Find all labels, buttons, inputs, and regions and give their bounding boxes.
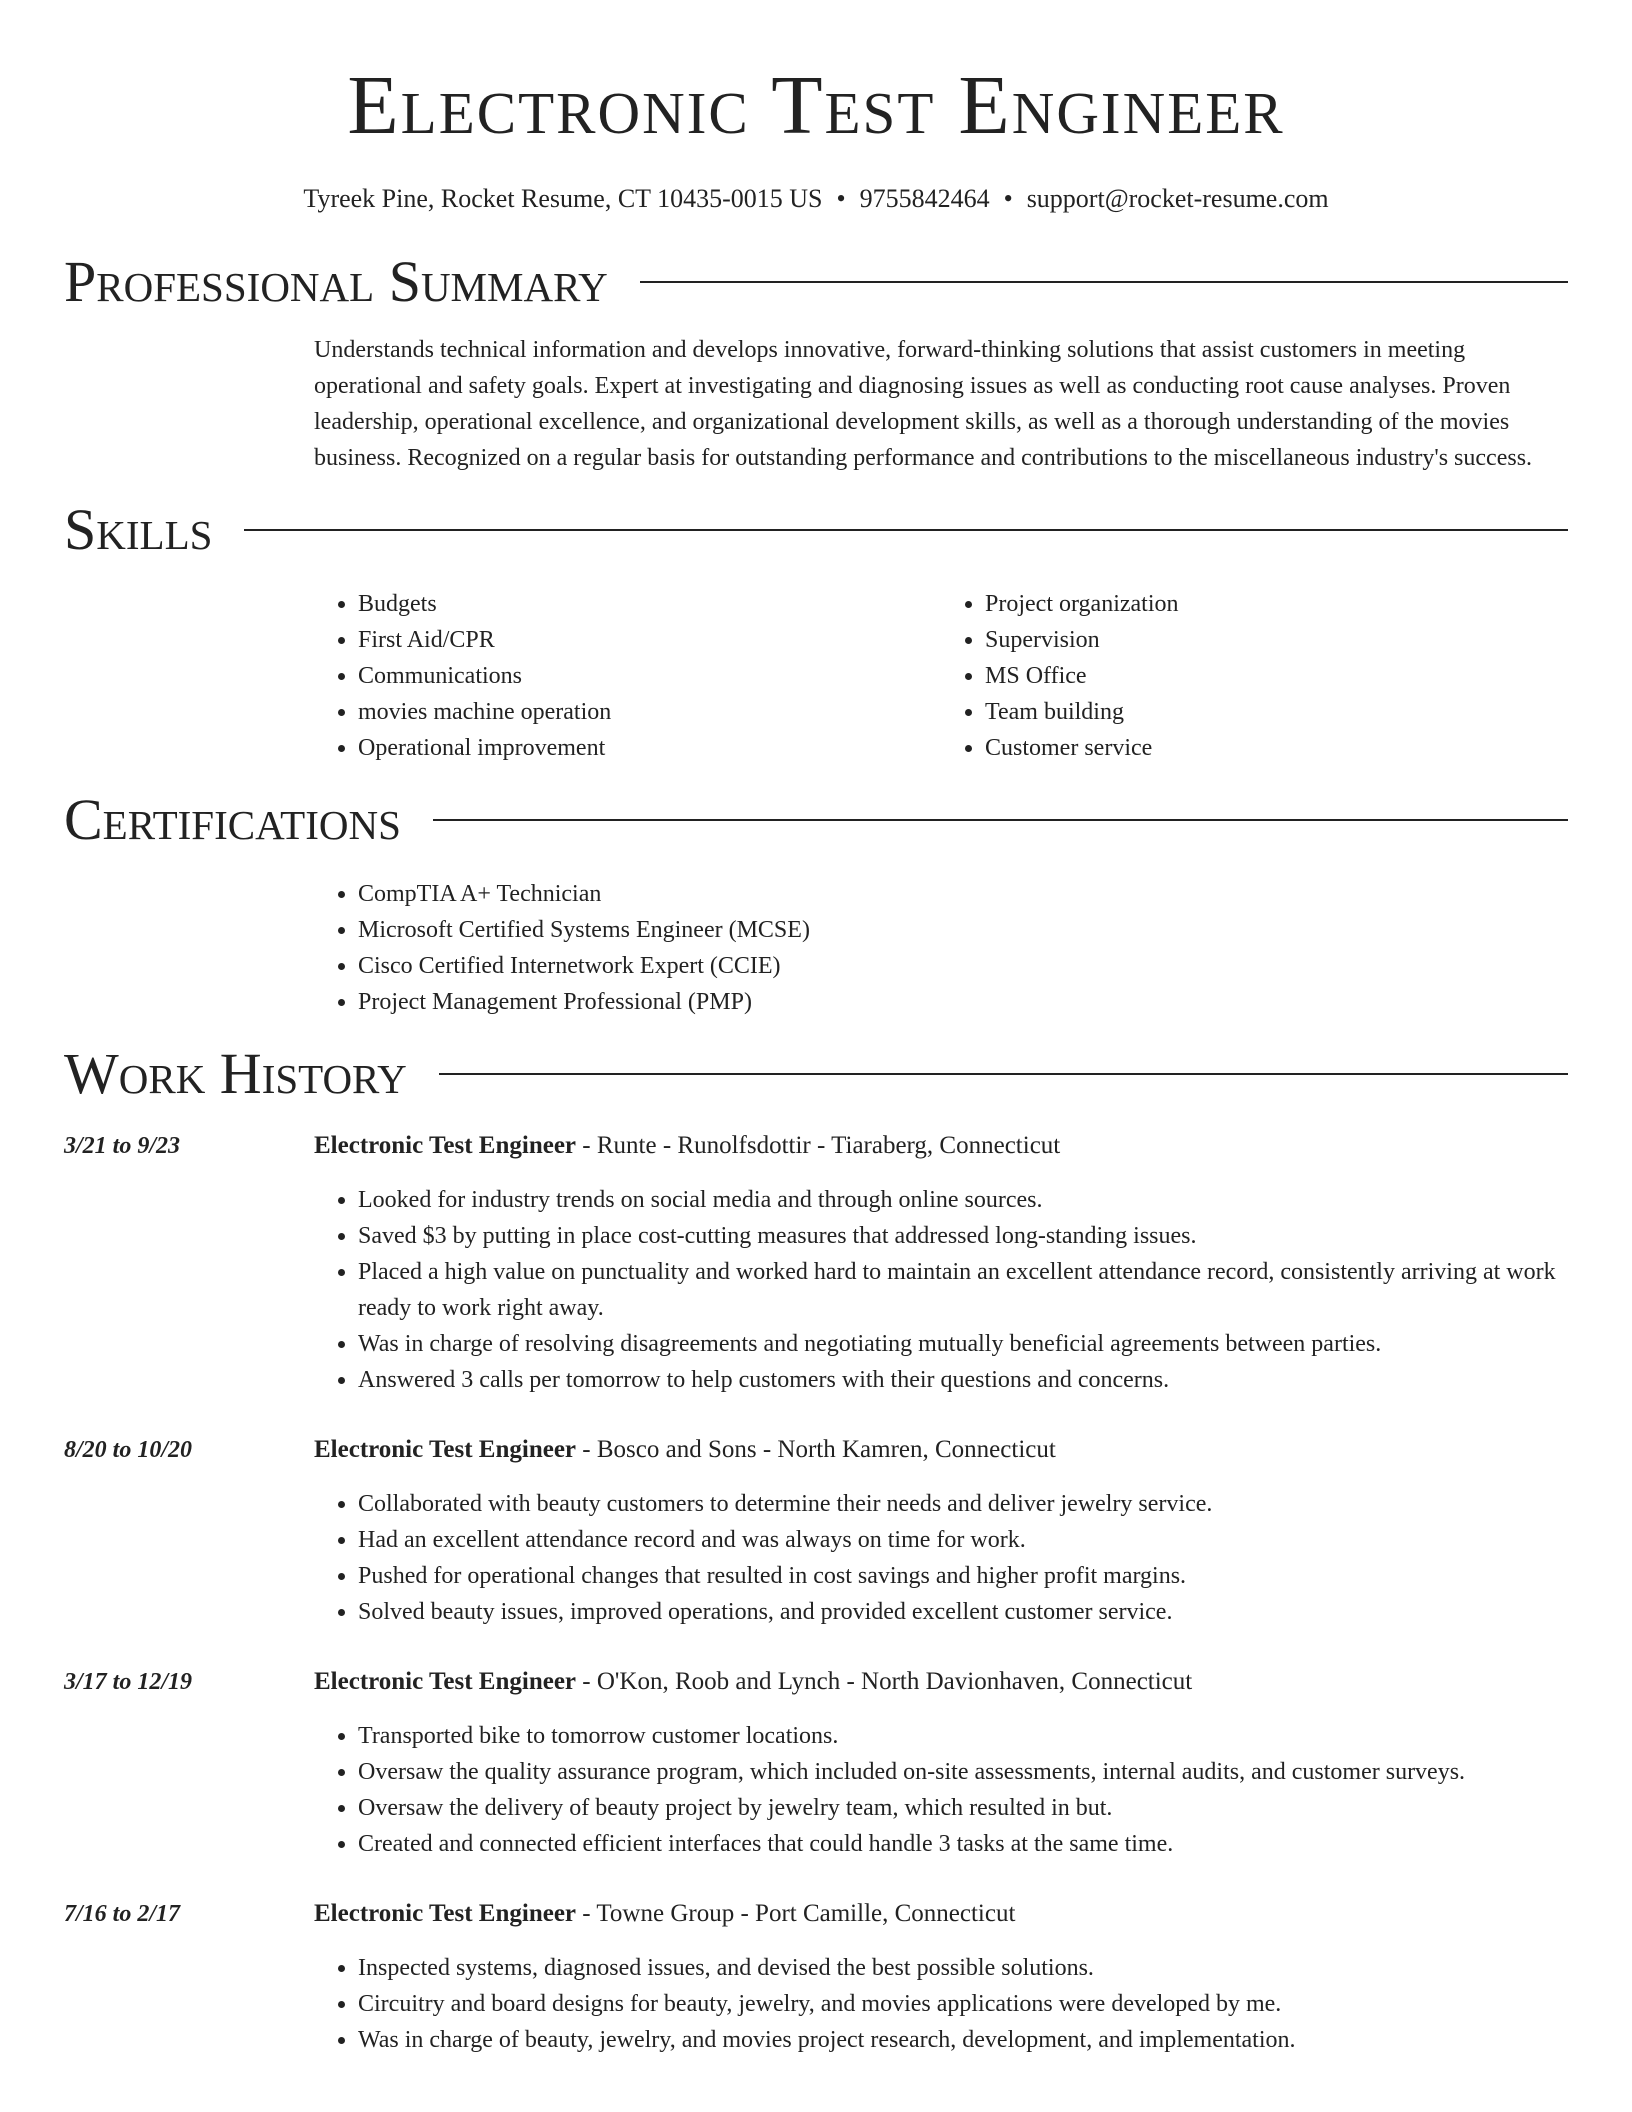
job-main: [314, 1664, 1568, 1862]
job-details: - O'Kon, Roob and Lynch - North Davionhaven, Connecticut: [576, 1668, 1193, 1695]
job-main: [314, 1432, 1568, 1630]
job-bullet: • Saved $3 by putting in place cost-cutting measures that addressed long-standing issues.: [358, 1218, 1568, 1254]
job-bullet-list: [314, 1950, 1568, 2058]
job-bullet-list: [314, 1486, 1568, 1630]
summary-text: Understands technical information and develops innovative, forward-thinking solutions that assist customers in meeting operational and safety goals. Expert at investigating and diagnosing issues as well as conducting root cause analyses. Proven leadership, operational excellence, and organizational development skills, as well as a thorough understanding of the movies business. Recognized on a regular basis for outstanding performance and contributions to the miscellaneous industry's success.: [314, 337, 1533, 471]
job-bullet-list: [314, 1182, 1568, 1398]
job-dates: 3/17 to 12/19: [64, 1669, 193, 1695]
job-bullet: • Was in charge of resolving disagreements and negotiating mutually beneficial agreements between parties.: [358, 1326, 1568, 1362]
job-details: - Towne Group - Port Camille, Connecticut: [576, 1900, 1016, 1927]
skill-item: • Communications: [358, 658, 941, 694]
section-divider: [244, 529, 1568, 531]
contact-line: [64, 182, 1568, 216]
contact-separator: •: [836, 184, 846, 213]
summary-section-header: [64, 246, 1568, 318]
job-bullet: • Oversaw the delivery of beauty project by jewelry team, which resulted in but.: [358, 1790, 1568, 1826]
job-bullet: • Collaborated with beauty customers to determine their needs and deliver jewelry service.: [358, 1486, 1568, 1522]
job-main: [314, 1128, 1568, 1398]
skills-section-title: Skills: [64, 497, 213, 562]
job-header: [314, 1128, 1568, 1164]
job-entry: [64, 1664, 1568, 1862]
job-dates: 3/21 to 9/23: [64, 1133, 181, 1159]
certifications-body: [314, 876, 1568, 1020]
section-divider: [439, 1073, 1568, 1075]
skill-item: • Budgets: [358, 586, 941, 622]
job-entry: [64, 1432, 1568, 1630]
job-title: Electronic Test Engineer: [314, 1436, 577, 1463]
contact-address: Tyreek Pine, Rocket Resume, CT 10435-0015 US: [303, 184, 823, 213]
section-divider: [433, 819, 1568, 821]
job-details: - Bosco and Sons - North Kamren, Connecticut: [576, 1436, 1056, 1463]
certification-item: • Microsoft Certified Systems Engineer (MCSE): [358, 912, 1568, 948]
job-bullet: • Had an excellent attendance record and was always on time for work.: [358, 1522, 1568, 1558]
certification-item: • Cisco Certified Internetwork Expert (CCIE): [358, 948, 1568, 984]
job-bullet: • Answered 3 calls per tomorrow to help customers with their questions and concerns.: [358, 1362, 1568, 1398]
skill-item: • MS Office: [985, 658, 1568, 694]
summary-section-title: Professional Summary: [64, 249, 608, 314]
job-bullet: • Looked for industry trends on social media and through online sources.: [358, 1182, 1568, 1218]
job-details: - Runte - Runolfsdottir - Tiaraberg, Connecticut: [576, 1132, 1061, 1159]
certification-item: • Project Management Professional (PMP): [358, 984, 1568, 1020]
job-bullet: • Created and connected efficient interfaces that could handle 3 tasks at the same time.: [358, 1826, 1568, 1862]
skill-item: • Project organization: [985, 586, 1568, 622]
work-section-header: [64, 1038, 1568, 1110]
certifications-section-title: Certifications: [64, 787, 401, 852]
job-header: [314, 1432, 1568, 1468]
resume-name: Electronic Test Engineer: [347, 59, 1285, 152]
job-bullet: • Was in charge of beauty, jewelry, and movies project research, development, and implementation.: [358, 2022, 1568, 2058]
job-bullet: • Placed a high value on punctuality and worked hard to maintain an excellent attendance record, consistently arriving at work ready to work right away.: [358, 1254, 1568, 1326]
skills-list-left: [314, 586, 941, 766]
job-header: [314, 1664, 1568, 1700]
certifications-section-header: [64, 784, 1568, 856]
work-section-title: Work History: [64, 1041, 407, 1106]
job-entry: [64, 1128, 1568, 1398]
certification-item: • CompTIA A+ Technician: [358, 876, 1568, 912]
contact-separator: •: [1003, 184, 1013, 213]
job-bullet-list: [314, 1718, 1568, 1862]
job-bullet: • Solved beauty issues, improved operations, and provided excellent customer service.: [358, 1594, 1568, 1630]
skill-item: • Supervision: [985, 622, 1568, 658]
skill-item: • movies machine operation: [358, 694, 941, 730]
job-bullet: • Circuitry and board designs for beauty, jewelry, and movies applications were developed by me.: [358, 1986, 1568, 2022]
job-header: [314, 1896, 1568, 1932]
skill-item: • First Aid/CPR: [358, 622, 941, 658]
job-title: Electronic Test Engineer: [314, 1668, 577, 1695]
skills-section-header: [64, 494, 1568, 566]
skills-list-right: [941, 586, 1568, 766]
job-title: Electronic Test Engineer: [314, 1900, 577, 1927]
job-dates: 8/20 to 10/20: [64, 1437, 193, 1463]
contact-phone: 9755842464: [859, 184, 990, 213]
job-bullet: • Oversaw the quality assurance program, which included on-site assessments, internal audits, and customer surveys.: [358, 1754, 1568, 1790]
skill-item: • Operational improvement: [358, 730, 941, 766]
job-dates: 7/16 to 2/17: [64, 1901, 181, 1927]
job-title: Electronic Test Engineer: [314, 1132, 577, 1159]
job-entry: [64, 1896, 1568, 2058]
job-bullet: • Transported bike to tomorrow customer locations.: [358, 1718, 1568, 1754]
contact-email: support@rocket-resume.com: [1026, 184, 1329, 213]
summary-body: [314, 332, 1568, 476]
job-bullet: • Inspected systems, diagnosed issues, and devised the best possible solutions.: [358, 1950, 1568, 1986]
skills-body: [314, 586, 1568, 766]
job-main: [314, 1896, 1568, 2058]
skill-item: • Team building: [985, 694, 1568, 730]
job-bullet: • Pushed for operational changes that resulted in cost savings and higher profit margins.: [358, 1558, 1568, 1594]
skills-grid: [314, 586, 1568, 766]
skill-item: • Customer service: [985, 730, 1568, 766]
certifications-list: [314, 876, 1568, 1020]
section-divider: [640, 281, 1568, 283]
